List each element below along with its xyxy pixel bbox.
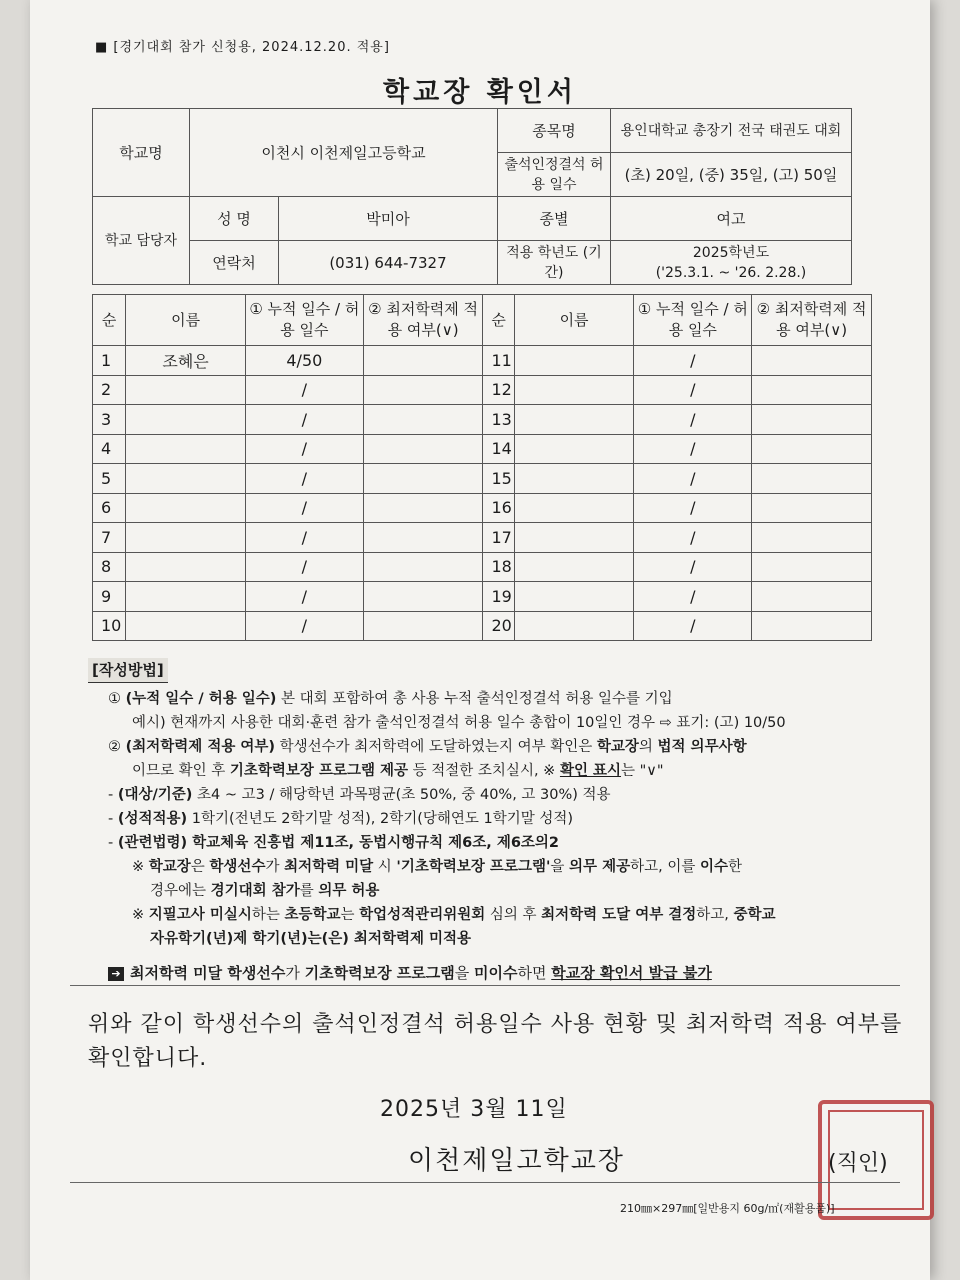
seq-cell: 11	[483, 346, 514, 376]
text-bold: 중학교	[733, 907, 776, 923]
text: 하고, 이를	[630, 859, 700, 875]
seq-cell: 12	[483, 375, 514, 405]
days-cell: /	[634, 375, 752, 405]
days-cell: /	[634, 405, 752, 435]
days-cell: /	[634, 552, 752, 582]
academic-cell	[752, 582, 872, 612]
text: 등 적절한 조치실시, ※	[408, 763, 560, 779]
text: 은	[190, 859, 210, 875]
seq-cell: 19	[483, 582, 514, 612]
text-bold: '기초학력보장 프로그램'	[396, 859, 551, 875]
student-roster-table	[92, 294, 872, 641]
text: 초4 ~ 고3 / 해당학년 과목평균(초 50%, 중 40%, 고 30%) 적용	[192, 787, 611, 803]
days-cell: /	[634, 464, 752, 494]
academic-cell	[363, 375, 483, 405]
confirmation-statement: 위와 같이 학생선수의 출석인정결석 허용일수 사용 현황 및 최저학력 적용 여부를 확인합니다.	[88, 1012, 903, 1071]
days-header: ① 누적 일수 / 허용 일수	[634, 295, 752, 346]
text-bold: 학업성적관리위원회	[359, 907, 486, 923]
days-cell: /	[245, 582, 363, 612]
text-bold: 학교장 확인서 발급 불가	[551, 964, 712, 982]
instructions-section	[88, 658, 908, 985]
seq-cell: 8	[93, 552, 126, 582]
academic-cell	[752, 493, 872, 523]
days-cell: /	[245, 434, 363, 464]
text-bold: 학교장	[596, 739, 639, 755]
text-bold: 이수	[699, 859, 728, 875]
seq-cell: 4	[93, 434, 126, 464]
days-cell: /	[634, 582, 752, 612]
divider	[70, 985, 900, 986]
text: 1학기(전년도 2학기말 성적), 2학기(당해연도 1학기말 성적)	[187, 811, 574, 827]
academic-cell	[752, 552, 872, 582]
text-bold: 학생선수	[209, 859, 266, 875]
text: 의	[638, 739, 658, 755]
seq-cell: 1	[93, 346, 126, 376]
days-cell: /	[245, 375, 363, 405]
days-cell: /	[634, 611, 752, 641]
seq-cell: 20	[483, 611, 514, 641]
student-name-cell	[514, 375, 634, 405]
student-name-cell	[126, 493, 246, 523]
academic-cell	[752, 611, 872, 641]
text: 경우에는	[150, 883, 211, 899]
text: 는 "∨"	[621, 763, 664, 779]
academic-cell	[363, 582, 483, 612]
text: ※	[132, 859, 149, 875]
days-cell: /	[245, 493, 363, 523]
academic-cell	[363, 346, 483, 376]
days-cell: /	[634, 523, 752, 553]
year-cell	[611, 241, 852, 285]
student-name-cell	[514, 493, 634, 523]
academic-cell	[363, 493, 483, 523]
student-name-cell	[126, 375, 246, 405]
table-row	[93, 375, 872, 405]
days-cell: 4/50	[245, 346, 363, 376]
seq-header: 순	[483, 295, 514, 346]
seq-header: 순	[93, 295, 126, 346]
text-bold: 초등학교	[284, 907, 341, 923]
year-period: ('25.3.1. ~ '26. 2.28.)	[655, 264, 807, 281]
text: ①	[108, 691, 126, 707]
student-name-cell	[514, 405, 634, 435]
student-name-cell	[126, 523, 246, 553]
text: 을	[550, 859, 570, 875]
student-name-cell	[514, 523, 634, 553]
seal-label: (직인)	[828, 1151, 888, 1176]
contact-label: 연락처	[190, 241, 279, 285]
seq-cell: 7	[93, 523, 126, 553]
arrow-right-icon: ➔	[108, 967, 124, 981]
table-row	[93, 582, 872, 612]
text-bold: 최저학력 미달 학생선수	[130, 964, 286, 982]
text-bold: 자유학기(년)제 학기(년)는(은) 최저학력제 미적용	[150, 931, 472, 947]
seq-cell: 13	[483, 405, 514, 435]
academic-cell	[363, 552, 483, 582]
academic-cell	[363, 405, 483, 435]
days-cell: /	[634, 346, 752, 376]
text: -	[108, 787, 118, 803]
gender-label: 종별	[498, 197, 611, 241]
seq-cell: 14	[483, 434, 514, 464]
document-title: 학교장 확인서	[383, 77, 577, 108]
name-header: 이름	[126, 295, 246, 346]
divider	[70, 1182, 900, 1183]
days-cell: /	[245, 523, 363, 553]
seq-cell: 17	[483, 523, 514, 553]
student-name-cell	[514, 464, 634, 494]
text: 을	[454, 964, 475, 982]
text-bold: (최저학력제 적용 여부)	[125, 739, 276, 755]
allowed-days-value: (초) 20일, (중) 35일, (고) 50일	[611, 153, 852, 197]
text-bold: 최저학력 미달	[284, 859, 374, 875]
school-info-table	[92, 108, 852, 285]
instructions-heading: [작성방법]	[88, 658, 168, 683]
days-cell: /	[634, 493, 752, 523]
text-bold: 학교장	[148, 859, 191, 875]
name-value: 박미아	[279, 197, 498, 241]
table-row	[93, 405, 872, 435]
academic-cell	[752, 375, 872, 405]
text-bold: (성적적용)	[117, 811, 188, 827]
text: ※	[132, 907, 149, 923]
text-bold: 지필고사 미실시	[148, 907, 252, 923]
text-bold: (누적 일수 / 허용 일수)	[125, 691, 277, 707]
warning-line	[88, 961, 908, 985]
seq-cell: 16	[483, 493, 514, 523]
text: ②	[108, 739, 126, 755]
academic-cell	[363, 523, 483, 553]
academic-header: ② 최저학력제 적용 여부(∨)	[752, 295, 872, 346]
issue-date: 2025년 3월 11일	[380, 1097, 568, 1122]
student-name-cell	[126, 405, 246, 435]
seq-cell: 6	[93, 493, 126, 523]
form-header-note: ■ [경기대회 참가 신청용, 2024.12.20. 적용]	[95, 40, 390, 55]
academic-cell	[363, 434, 483, 464]
manager-label: 학교 담당자	[93, 197, 190, 285]
text: 한	[727, 859, 742, 875]
seq-cell: 2	[93, 375, 126, 405]
table-row	[93, 464, 872, 494]
seq-cell: 5	[93, 464, 126, 494]
text: 본 대회 포함하여 총 사용 누적 출석인정결석 허용 일수를 기입	[276, 691, 673, 707]
table-row	[93, 346, 872, 376]
seq-cell: 9	[93, 582, 126, 612]
school-label: 학교명	[93, 109, 190, 197]
table-row	[93, 552, 872, 582]
text: -	[108, 835, 118, 851]
academic-cell	[752, 464, 872, 494]
student-name-cell	[514, 582, 634, 612]
table-row	[93, 493, 872, 523]
event-value: 용인대학교 총장기 전국 태권도 대회	[611, 109, 852, 153]
text: 하고,	[696, 907, 734, 923]
event-label: 종목명	[498, 109, 611, 153]
text: 는	[340, 907, 360, 923]
gender-value: 여고	[611, 197, 852, 241]
text-bold: 의무 제공	[569, 859, 631, 875]
academic-header: ② 최저학력제 적용 여부(∨)	[363, 295, 483, 346]
text: -	[108, 811, 118, 827]
student-name-cell: 조혜은	[126, 346, 246, 376]
text: 학생선수가 최저학력에 도달하였는지 여부 확인은	[275, 739, 597, 755]
paper-spec-footer: 210㎜×297㎜[일반용지 60g/㎡(재활용품)]	[620, 1202, 835, 1215]
year-value: 2025학년도	[692, 244, 770, 261]
school-value: 이천시 이천제일고등학교	[190, 109, 498, 197]
seq-cell: 3	[93, 405, 126, 435]
student-name-cell	[514, 611, 634, 641]
table-row	[93, 523, 872, 553]
days-cell: /	[634, 434, 752, 464]
days-cell: /	[245, 611, 363, 641]
text: 이므로 확인 후	[132, 763, 230, 779]
text: 하면	[517, 964, 552, 982]
table-row	[93, 434, 872, 464]
student-name-cell	[514, 434, 634, 464]
academic-cell	[752, 346, 872, 376]
text-bold: 법적 의무사항	[657, 739, 747, 755]
text-bold: (관련법령) 학교체육 진흥법 제11조, 동법시행규칙 제6조, 제6조의2	[117, 835, 560, 851]
seq-cell: 15	[483, 464, 514, 494]
days-header: ① 누적 일수 / 허용 일수	[245, 295, 363, 346]
academic-cell	[752, 405, 872, 435]
text: 가	[265, 859, 285, 875]
text: 가	[285, 964, 305, 982]
allowed-days-label: 출석인정결석 허용 일수	[498, 153, 611, 197]
days-cell: /	[245, 552, 363, 582]
seq-cell: 10	[93, 611, 126, 641]
student-name-cell	[126, 582, 246, 612]
days-cell: /	[245, 405, 363, 435]
text: 하는	[251, 907, 285, 923]
academic-cell	[752, 434, 872, 464]
text-bold: 미이수	[474, 964, 518, 982]
academic-cell	[363, 611, 483, 641]
student-name-cell	[514, 552, 634, 582]
document-page	[30, 0, 930, 1280]
student-name-cell	[126, 464, 246, 494]
example-line: 예시) 현재까지 사용한 대회·훈련 참가 출석인정결석 허용 일수 총합이 10일인 경우 ⇨ 표기: (고) 10/50	[132, 715, 786, 731]
days-cell: /	[245, 464, 363, 494]
seq-cell: 18	[483, 552, 514, 582]
text: 시	[373, 859, 397, 875]
principal-title: 이천제일고학교장	[408, 1146, 625, 1176]
text-bold: 최저학력 도달 여부 결정	[541, 907, 697, 923]
contact-value: (031) 644-7327	[279, 241, 498, 285]
text-bold: 기초학력보장 프로그램	[304, 964, 455, 982]
text-bold: 기초학력보장 프로그램 제공	[229, 763, 409, 779]
text-bold: 의무 허용	[318, 883, 380, 899]
name-header: 이름	[514, 295, 634, 346]
student-name-cell	[126, 611, 246, 641]
name-label: 성 명	[190, 197, 279, 241]
academic-cell	[752, 523, 872, 553]
text-bold: (대상/기준)	[117, 787, 193, 803]
text-bold: 확인 표시	[559, 763, 622, 779]
student-name-cell	[126, 434, 246, 464]
year-label: 적용 학년도 (기간)	[498, 241, 611, 285]
student-name-cell	[514, 346, 634, 376]
academic-cell	[363, 464, 483, 494]
text: 를	[299, 883, 319, 899]
text: 심의 후	[485, 907, 542, 923]
text-bold: 경기대회 참가	[210, 883, 300, 899]
student-name-cell	[126, 552, 246, 582]
table-row	[93, 611, 872, 641]
